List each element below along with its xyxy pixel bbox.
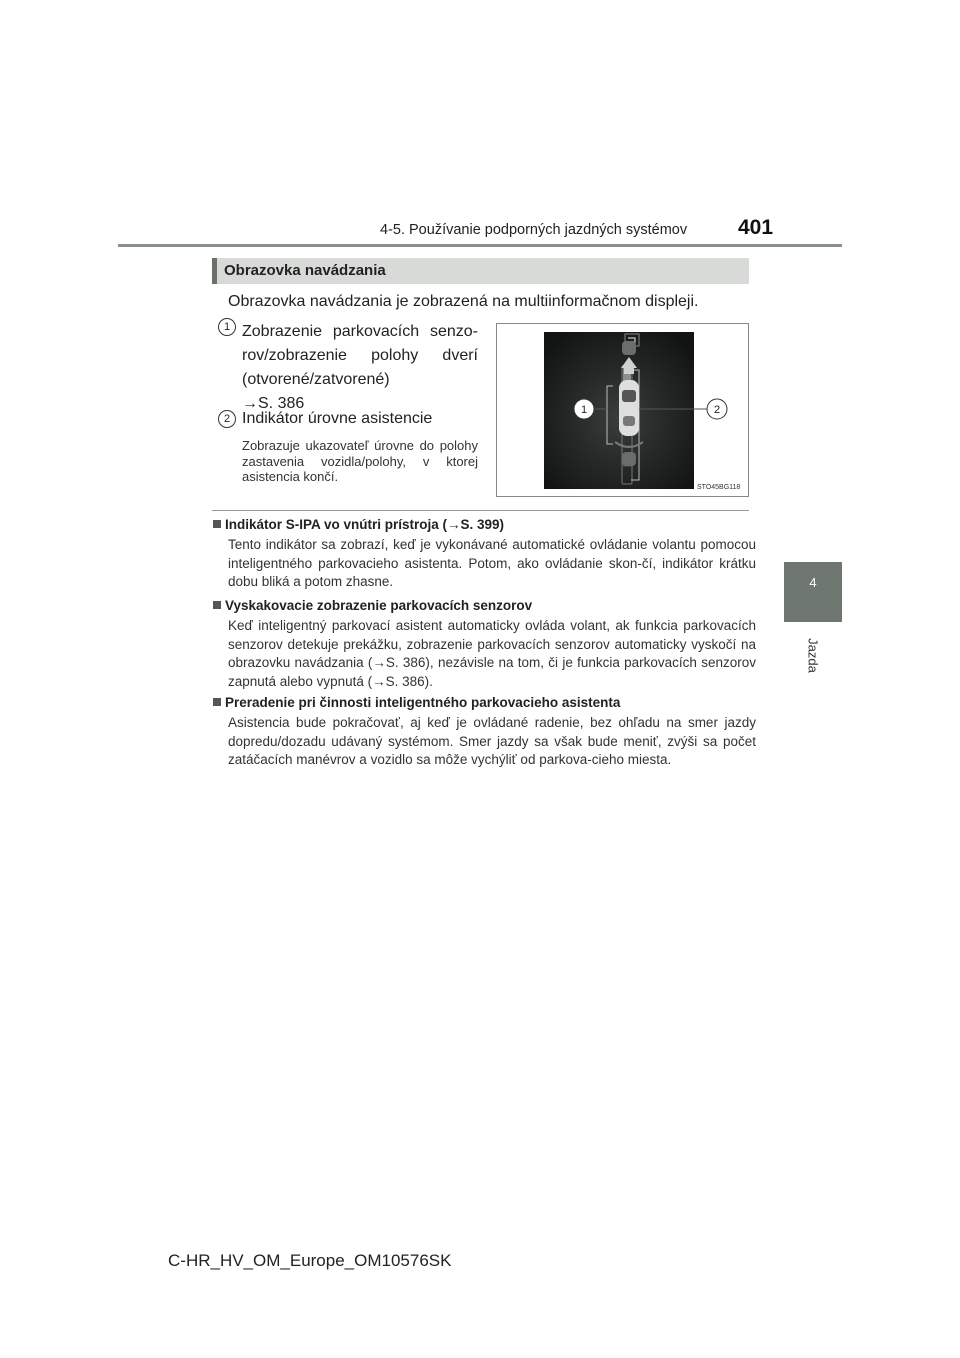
figure-code: STO45BG118 [697,484,741,491]
item-2-label: Indikátor úrovne asistencie [242,410,433,427]
item-1-line: →S. 386 [242,395,305,412]
vehicle-windshield [622,390,636,402]
section-title: Obrazovka navádzania [224,262,386,279]
page-number: 401 [738,216,774,239]
note-bullet-icon [213,601,221,609]
chapter-label-text: Jazda [805,638,821,673]
note-3-body: Asistencia bude pokračovať, aj keď je ovládané radenie, bez ohľadu na smer jazdy dopredu/dozadu udávaný systémom. Smer jazdy sa však bude meniť, zvýši sa počet zatáčacích manévrov a vozidlo sa môže vychýliť od parkova-cieho miesta. [228,715,756,767]
item-1-line: rov/zobrazenie polohy dverí [242,347,478,364]
item-marker-1: 1 [218,318,236,336]
guidance-screen-illustration [497,324,748,496]
note-1-title [213,517,504,532]
note-1-title-text: Indikátor S-IPA vo vnútri prístroja (→S. 399) [225,517,505,532]
chapter-number: 4 [809,575,817,590]
section-intro: Obrazovka navádzania je zobrazená na multiinformačnom displeji. [228,293,699,310]
note-2-body: Keď inteligentný parkovací asistent automaticky ovláda volant, ak funkcia parkovacích senzorov detekuje prekážku, zobrazenie parkovacích senzorov automaticky vyskočí na obrazovku navádzania (→S. 386), nezávisle na tom, či je funkcia parkovacích senzorov zapnutá alebo vypnutá (→S. 386). [228,618,756,689]
callout-label-2: 2 [713,404,721,416]
rear-sensor-icon [622,452,636,466]
front-sensor-icon [622,341,636,355]
chapter-tab [784,562,842,622]
item-marker-2: 2 [218,410,236,428]
document-footer: C-HR_HV_OM_Europe_OM10576SK [168,1251,452,1270]
callout-label-1: 1 [580,404,588,416]
note-bullet-icon [213,520,221,528]
header-section-title: 4-5. Používanie podporných jazdných systémov [380,222,688,238]
item-2-description: Zobrazuje ukazovateľ úrovne do polohy zastavenia vozidla/polohy, v ktorej asistencia končí. [242,438,478,484]
note-3-title-text: Preradenie pri činnosti inteligentného parkovacieho asistenta [225,695,621,710]
item-1-text [242,320,478,416]
note-3-title [213,695,620,710]
note-bullet-icon [213,698,221,706]
item-1-line: (otvorené/zatvorené) [242,371,390,388]
note-2-title [213,598,532,613]
note-2-title-text: Vyskakovacie zobrazenie parkovacích senzorov [225,598,533,613]
section-divider [212,510,749,511]
item-1-line: Zobrazenie parkovacích senzo- [242,323,478,340]
section-header-accent [212,258,217,284]
chapter-label [778,620,848,680]
header-divider [118,244,842,247]
vehicle-icon [619,380,639,436]
guidance-screen-figure [496,323,749,497]
note-1-body: Tento indikátor sa zobrazí, keď je vykonávané automatické ovládanie volantu pomocou inteligentného parkovacieho asistenta. Potom, ako ovládanie skon-čí, indikátor krátku dobu bliká a potom zhasne. [228,537,756,589]
vehicle-rear-window [623,416,635,426]
